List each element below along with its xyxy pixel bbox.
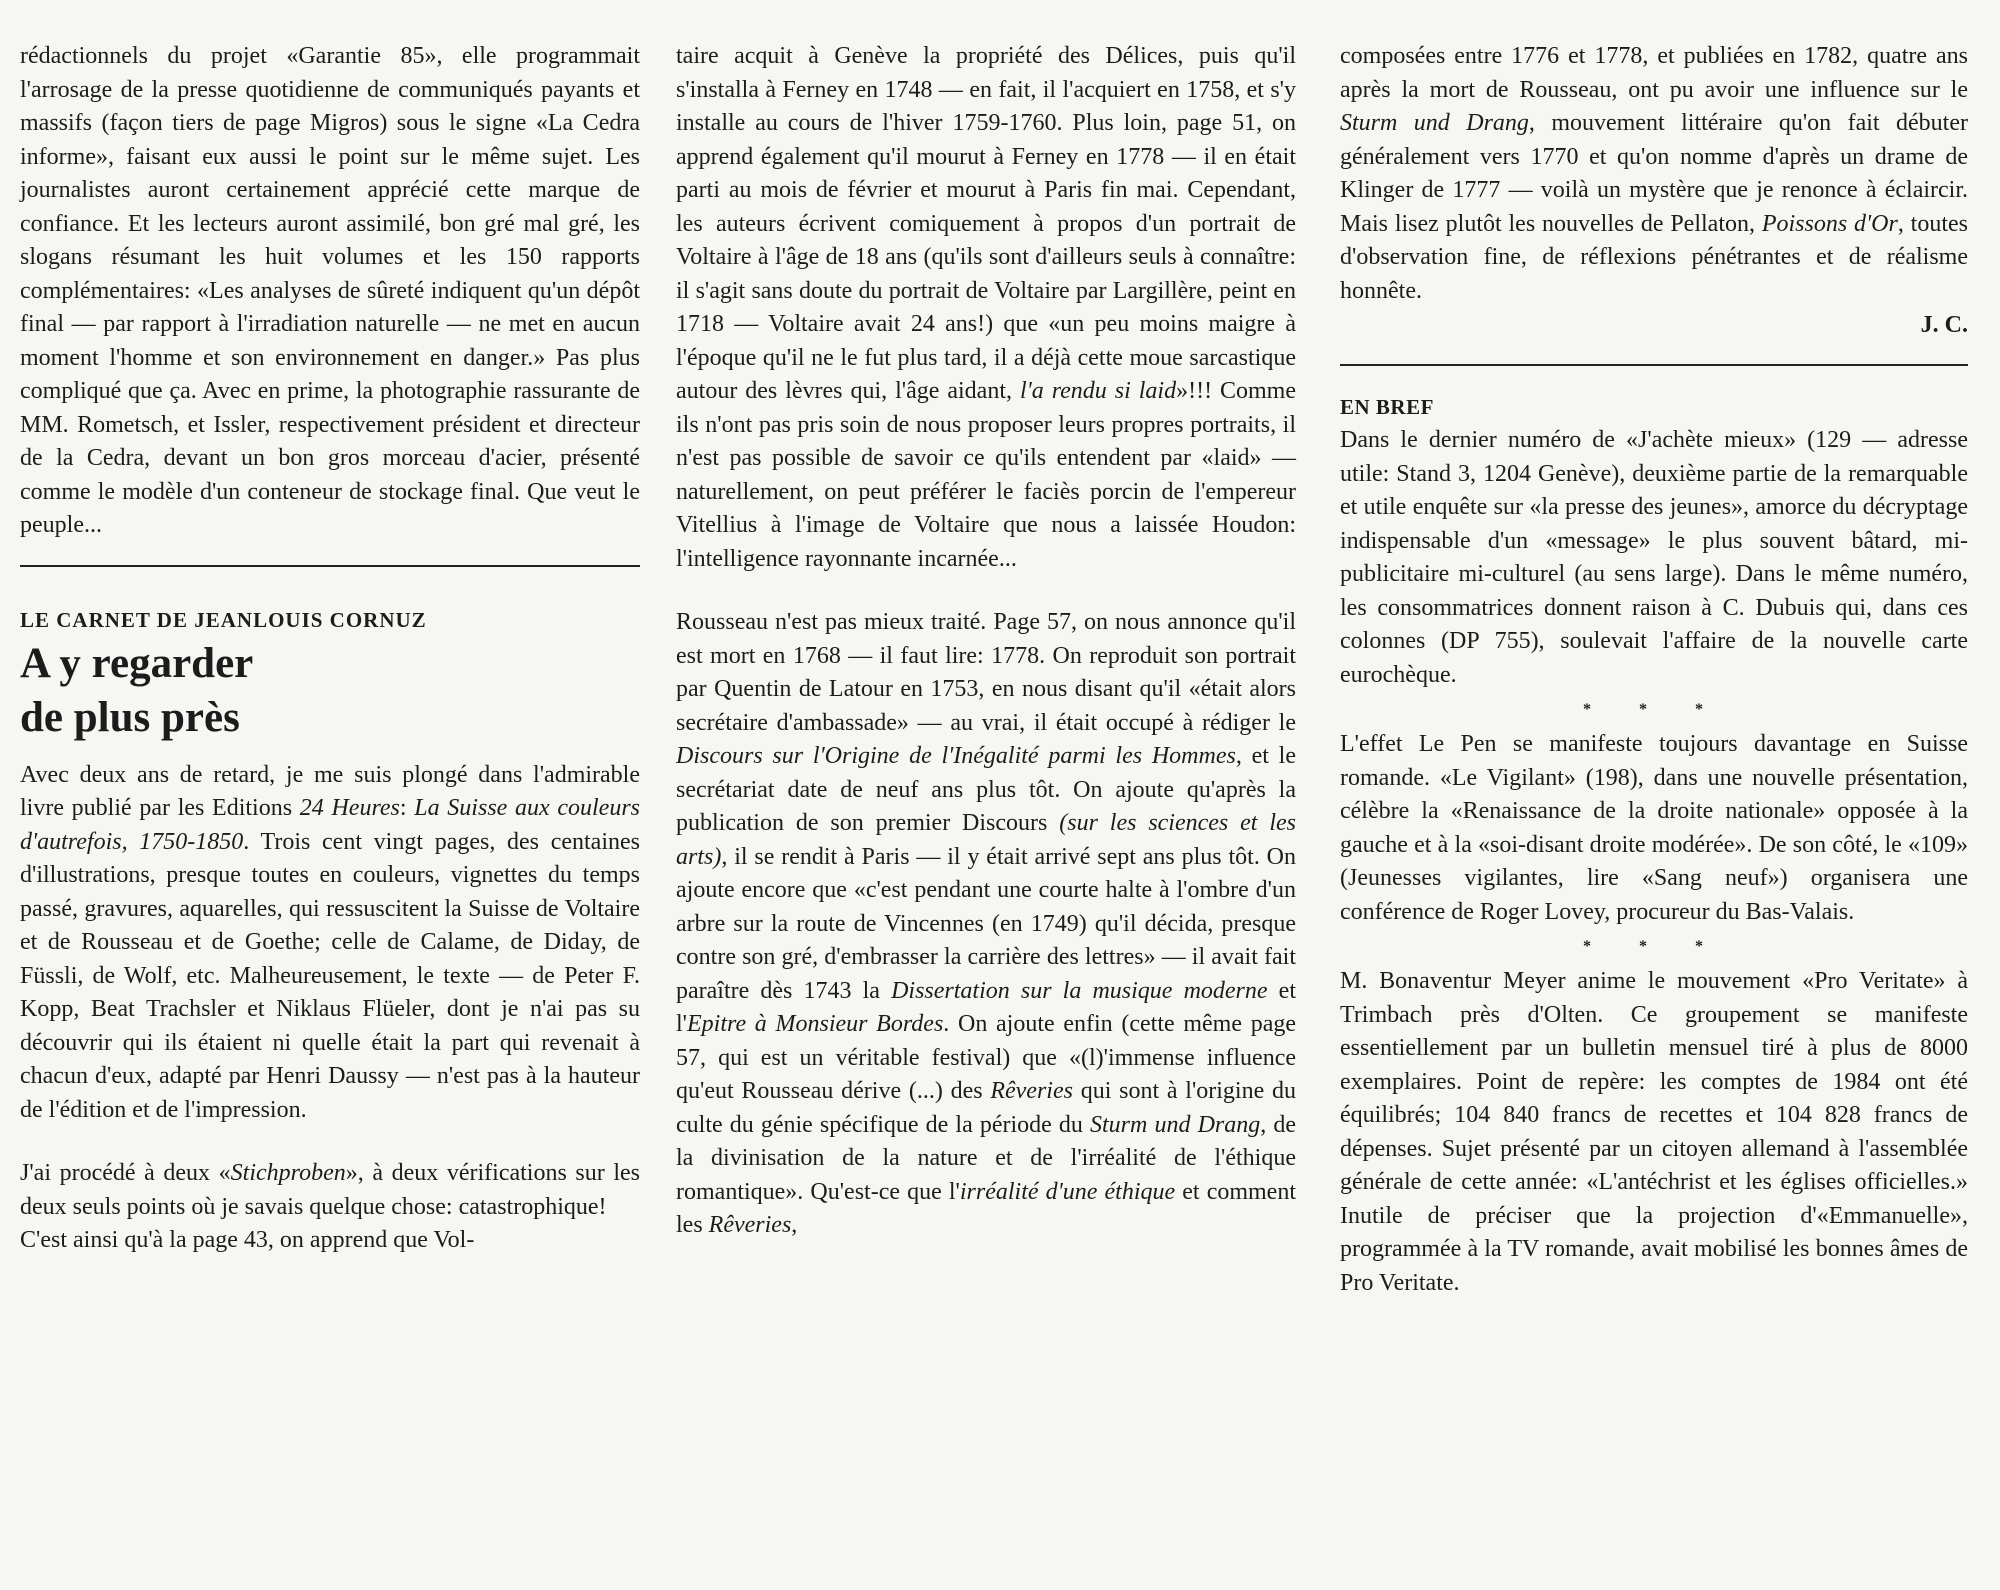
column-left — [20, 40, 640, 1258]
article-paragraph — [20, 1157, 640, 1224]
article-paragraph: C'est ainsi qu'à la page 43, on apprend que Vol- — [20, 1227, 475, 1253]
text-run: , de la divinisation de la nature et de l'irréalité de l'éthique romantique». Qu'est-ce que l' — [676, 1111, 1297, 1205]
column-middle — [676, 40, 1296, 1243]
text-run: et comment les — [676, 1178, 1297, 1238]
article-paragraph — [676, 40, 1296, 576]
movement-name: Sturm und Drang — [1340, 110, 1529, 136]
text-run: », à deux vérifications sur les deux seuls points où je savais quelque chose: catastrophique! — [20, 1160, 641, 1220]
brief-item: L'effet Le Pen se manifeste toujours davantage en Suisse romande. «Le Vigilant» (198), dans une nouvelle présentation, célèbre la «Renaissance de la droite nationale» opposée à la gauche et à la «soi-disant droite modérée». De son côté, le «109» (Jeunesses vigilantes, lire «Sang neuf») organisera une conférence de Roger Lovey, procureur du Bas-Valais. — [1340, 731, 1968, 925]
text-run: taire acquit à Genève la propriété des Délices, puis qu'il s'installa à Ferney en 1748 — en fait, il l'acquiert en 1758, et s'y installe au cours de l'hiver 1759-1760. Plus loin, page 51, on apprend également qu'il mourut à Ferney en 1778 — il en était parti au mois de février et mourut à Paris fin mai. Cependant, les auteurs écrivent comiquement à propos d'un portrait de Voltaire à l'âge de 18 ans (qu'ils sont d'ailleurs seuls à connaître: il s'agit sans doute du portrait de Voltaire par Largillère, peint en 1718 — Voltaire avait 24 ans!) que «un peu moins maigre à l'époque qu'il ne le fut plus tard, il a déjà cette moue sarcastique autour des lèvres qui, l'âge aidant, — [676, 43, 1296, 404]
text-run: J'ai procédé à deux « — [20, 1160, 231, 1186]
text-run: , — [791, 1212, 798, 1238]
brief-item: Dans le dernier numéro de «J'achète mieux» (129 — adresse utile: Stand 3, 1204 Genève), deuxième partie de la remarquable et utile enquête sur «la presse des jeunes», amorce du décryptage indispensable d'un «message» le plus souvent bâtard, mi-publicitaire mi-culturel (au sens large). Dans le même numéro, les consommatrices donnent raison à C. Dubuis qui, dans ces colonnes (DP 755), soulevait l'affaire de la nouvelle carte eurochèque. — [1340, 427, 1968, 688]
publisher-name: 24 Heures — [299, 795, 400, 821]
section-title: EN BREF — [1340, 395, 1434, 419]
text-run: , il se rendit à Paris — il y était arrivé sept ans plus tôt. On ajoute encore que «c'est pendant une courte halte à l'ombre d'un arbre sur la route de Vincennes (en 1749) qu'il décida, presque contre son gré, d'embrasser la carrière des lettres» — il avait fait paraître dès 1743 la — [676, 843, 1296, 1004]
text-run: : — [399, 795, 415, 821]
section-divider — [1340, 364, 1968, 366]
italic-term: Stichproben — [230, 1160, 346, 1186]
text-run: Avec deux ans de retard, je me suis plongé dans l'admirable livre publié par les Editions — [20, 761, 640, 821]
text-run: . Trois cent vingt pages, des centaines d'illustrations, presque toutes en couleurs, vignettes du temps passé, gravures, aquarelles, qui ressuscitent la Suisse de Voltaire et de Rousseau et de Goethe; celle de Calame, de Diday, de Füssli, de Wolf, etc. Malheureusement, le texte — de Peter F. Kopp, Beat Trachsler et Niklaus Flüeler, dont je n'ai pas su découvrir qui ils étaient ni quelle était la part qui revenait à chacun d'eux, adapté par Henri Daussy — n'est pas à la hauteur de l'édition et de l'impression. — [20, 828, 640, 1123]
column-kicker: LE CARNET DE JEANLOUIS CORNUZ — [20, 607, 427, 632]
italic-term: irréalité d'une éthique — [959, 1178, 1176, 1205]
text-run: . On ajoute enfin (cette même page 57, qui est un véritable festival) que «(l)'immense influence qu'eut Rousseau dérive (...) des — [676, 1011, 1297, 1104]
separator-stars: * * * — [1583, 701, 1725, 718]
headline-line-2: de plus près — [20, 693, 240, 741]
text-run: et l' — [676, 977, 1297, 1037]
article-headline — [20, 637, 640, 745]
author-signature: J. C. — [1920, 312, 1968, 338]
book-subtitle: (sur les sciences et les arts) — [676, 810, 1296, 870]
book-title: Dissertation sur la musique moderne — [891, 977, 1268, 1004]
movement-name: Sturm und Drang — [1090, 1111, 1261, 1138]
text-run: , et le secrétariat date de neuf ans plus tôt. On ajoute qu'après la publication de son premier Discours — [676, 743, 1296, 836]
brief-item: M. Bonaventur Meyer anime le mouvement «Pro Veritate» à Trimbach près d'Olten. Ce groupement se manifeste essentiellement par un bulletin mensuel tiré à plus de 8000 exemplaires. Point de repère: les comptes de 1984 ont été équilibrés; 104 840 francs de recettes et 104 828 francs de dépenses. Sujet présenté par un citoyen allemand à l'assemblée générale de cette année: «L'antéchrist et les églises officielles.» Inutile de préciser que la projection d'«Emmanuelle», programmée à la TV romande, avait mobilisé les bonnes âmes de Pro Veritate. — [1340, 968, 1968, 1296]
article-paragraph — [676, 606, 1296, 1243]
book-title: Rêveries — [708, 1212, 792, 1238]
article-paragraph — [20, 759, 640, 1128]
book-title: Epitre à Monsieur Bordes — [687, 1011, 944, 1037]
text-run: Rousseau n'est pas mieux traité. Page 57, on nous annonce qu'il est mort en 1768 — il faut lire: 1778. On reproduit son portrait par Quentin de Latour en 1753, en nous disant qu'il «était alors secrétaire d'ambassade» — au vrai, il était occupé à rédiger le — [676, 609, 1296, 736]
headline-line-1: A y regarder — [20, 639, 254, 687]
text-run: , toutes d'observation fine, de réflexions pénétrantes et de réalisme honnête. — [1340, 210, 1968, 304]
book-title: Discours sur l'Origine de l'Inégalité parmi les Hommes — [676, 743, 1236, 769]
continued-article-text: rédactionnels du projet «Garantie 85», elle programmait l'arrosage de la presse quotidienne de communiqués payants et massifs (façon tiers de page Migros) sous le signe «La Cedra informe», faisant eux aussi le point sur le même sujet. Les journalistes auront certainement apprécié cette marque de confiance. Et les lecteurs auront assimilé, bon gré mal gré, les slogans résumant les huit volumes et les 150 rapports complémentaires: «Les analyses de sûreté indiquent qu'un dépôt final — par rapport à l'irradiation naturelle — ne met en aucun moment l'homme et son environnement en danger.» Pas plus compliqué que ça. Avec en prime, la photographie rassurante de MM. Rometsch, et Issler, respectivement président et directeur de la Cedra, devant un bon gros morceau d'acier, présenté comme le modèle d'un conteneur de stockage final. Que veut le peuple... — [20, 43, 640, 538]
text-run: »!!! Comme ils n'ont pas pris soin de nous proposer leurs propres portraits, il n'est pas possible de savoir ce qu'ils entendent par «laid» — naturellement, on peut préférer le faciès porcin de l'empereur Vitellius à l'image de Voltaire que nous a laissée Houdon: l'intelligence rayonnante incarnée... — [676, 378, 1297, 572]
separator-stars: * * * — [1583, 938, 1725, 955]
column-right — [1340, 40, 1968, 1300]
article-paragraph — [1340, 40, 1968, 308]
article-divider — [20, 565, 640, 567]
text-run: composées entre 1776 et 1778, et publiées en 1782, quatre ans après la mort de Rousseau, ont pu avoir une influence sur le — [1340, 43, 1968, 103]
text-run: , mouvement littéraire qu'on fait débuter généralement vers 1770 et qu'on nomme d'après un drame de Klinger de 1777 — voilà un mystère que je renonce à éclaircir. Mais lisez plutôt les nouvelles de Pellaton, — [1340, 110, 1968, 237]
text-run: qui sont à l'origine du culte du génie spécifique de la période du — [676, 1078, 1296, 1138]
italic-quote: l'a rendu si laid — [1019, 378, 1177, 404]
book-title: La Suisse aux couleurs d'autrefois, 1750-1850 — [20, 795, 641, 855]
book-title: Poissons d'Or — [1761, 210, 1898, 237]
book-title: Rêveries — [990, 1078, 1073, 1104]
